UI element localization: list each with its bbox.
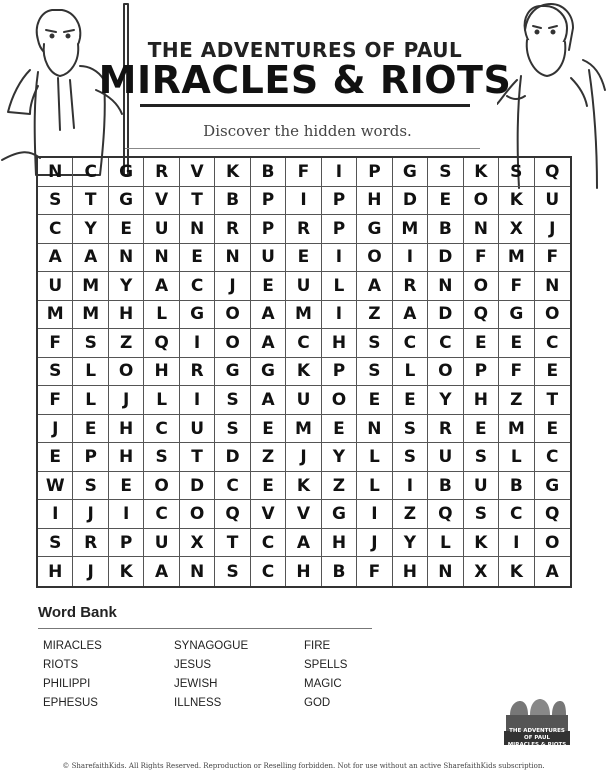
grid-cell: H bbox=[144, 358, 179, 387]
grid-cell: Z bbox=[499, 386, 534, 415]
grid-cell: G bbox=[109, 187, 144, 216]
grid-cell: F bbox=[357, 557, 392, 586]
grid-cell: J bbox=[73, 557, 108, 586]
grid-cell: I bbox=[393, 472, 428, 501]
grid-cell: Y bbox=[428, 386, 463, 415]
grid-cell: F bbox=[464, 244, 499, 273]
grid-cell: P bbox=[464, 358, 499, 387]
grid-cell: D bbox=[180, 472, 215, 501]
grid-cell: H bbox=[286, 557, 321, 586]
grid-cell: I bbox=[180, 329, 215, 358]
grid-cell: B bbox=[428, 215, 463, 244]
grid-cell: Q bbox=[535, 158, 570, 187]
grid-cell: L bbox=[357, 443, 392, 472]
grid-cell: G bbox=[535, 472, 570, 501]
grid-cell: S bbox=[215, 386, 250, 415]
grid-cell: G bbox=[251, 358, 286, 387]
grid-cell: K bbox=[286, 358, 321, 387]
grid-cell: E bbox=[393, 386, 428, 415]
grid-cell: M bbox=[499, 415, 534, 444]
grid-cell: C bbox=[499, 500, 534, 529]
grid-cell: A bbox=[545, 561, 559, 582]
grid-cell: L bbox=[144, 301, 179, 330]
word-bank-column-3 bbox=[304, 640, 347, 716]
grid-cell: U bbox=[535, 187, 570, 216]
grid-cell: B bbox=[499, 472, 534, 501]
grid-cell: S bbox=[357, 329, 392, 358]
grid-cell: K bbox=[215, 158, 250, 187]
word-bank-item: GOD bbox=[304, 697, 331, 709]
grid-cell: E bbox=[38, 443, 73, 472]
grid-cell: A bbox=[286, 529, 321, 558]
grid-cell: A bbox=[357, 272, 392, 301]
grid-cell: N bbox=[180, 557, 215, 586]
grid-cell: J bbox=[38, 415, 73, 444]
grid-cell: U bbox=[251, 244, 286, 273]
grid-cell: T bbox=[73, 187, 108, 216]
grid-cell: C bbox=[144, 500, 179, 529]
grid-cell: V bbox=[251, 500, 286, 529]
grid-cell: R bbox=[428, 415, 463, 444]
word-bank-item: EPHESUS bbox=[43, 697, 98, 709]
grid-cell: N bbox=[109, 244, 144, 273]
grid-cell: E bbox=[357, 386, 392, 415]
grid-cell: T bbox=[180, 443, 215, 472]
grid-cell: I bbox=[357, 500, 392, 529]
grid-cell: Y bbox=[393, 529, 428, 558]
grid-cell: P bbox=[251, 187, 286, 216]
grid-cell: F bbox=[286, 158, 321, 187]
word-bank-item: RIOTS bbox=[43, 659, 79, 671]
grid-cell: E bbox=[499, 329, 534, 358]
grid-cell: S bbox=[393, 415, 428, 444]
grid-cell: S bbox=[38, 187, 73, 216]
grid-cell: F bbox=[535, 244, 570, 273]
grid-cell: A bbox=[38, 244, 73, 273]
grid-cell: C bbox=[428, 329, 463, 358]
grid-cell: H bbox=[393, 557, 428, 586]
grid-cell: Q bbox=[428, 500, 463, 529]
grid-cell: K bbox=[286, 472, 321, 501]
grid-cell: L bbox=[428, 529, 463, 558]
grid-cell: E bbox=[73, 415, 108, 444]
grid-cell: G bbox=[215, 358, 250, 387]
grid-cell: C bbox=[286, 329, 321, 358]
grid-cell: O bbox=[215, 301, 250, 330]
grid-cell: I bbox=[322, 244, 357, 273]
grid-cell: G bbox=[357, 215, 392, 244]
grid-cell: O bbox=[464, 187, 499, 216]
instruction-divider bbox=[125, 148, 480, 149]
grid-cell: E bbox=[251, 415, 286, 444]
grid-cell: X bbox=[180, 529, 215, 558]
grid-cell: C bbox=[73, 158, 108, 187]
grid-cell: E bbox=[251, 272, 286, 301]
grid-cell: H bbox=[38, 557, 73, 586]
lesson-logo-line2: MIRACLES & RIOTS bbox=[507, 742, 567, 748]
grid-cell: Z bbox=[109, 329, 144, 358]
grid-cell: J bbox=[109, 386, 144, 415]
grid-cell: Z bbox=[357, 301, 392, 330]
grid-cell: B bbox=[215, 187, 250, 216]
word-bank-item: SPELLS bbox=[304, 659, 348, 671]
word-bank-column-1 bbox=[43, 640, 102, 716]
grid-cell: S bbox=[357, 358, 392, 387]
grid-cell: G bbox=[322, 500, 357, 529]
grid-cell: D bbox=[428, 244, 463, 273]
grid-cell: E bbox=[322, 415, 357, 444]
grid-cell: Y bbox=[73, 215, 108, 244]
grid-cell: O bbox=[464, 272, 499, 301]
grid-cell: Z bbox=[393, 500, 428, 529]
grid-cell: O bbox=[428, 358, 463, 387]
grid-cell: F bbox=[499, 272, 534, 301]
grid-cell: C bbox=[535, 329, 570, 358]
grid-cell: M bbox=[393, 215, 428, 244]
grid-cell: S bbox=[393, 443, 428, 472]
grid-cell: P bbox=[322, 187, 357, 216]
grid-cell: H bbox=[357, 187, 392, 216]
grid-cell: U bbox=[464, 472, 499, 501]
grid-cell: E bbox=[109, 215, 144, 244]
grid-cell: U bbox=[38, 272, 73, 301]
word-bank-item: FIRE bbox=[304, 640, 331, 652]
grid-cell: E bbox=[286, 244, 321, 273]
grid-cell: H bbox=[109, 301, 144, 330]
grid-cell: N bbox=[535, 272, 570, 301]
grid-cell: J bbox=[215, 272, 250, 301]
grid-cell: E bbox=[464, 329, 499, 358]
grid-cell: T bbox=[180, 187, 215, 216]
grid-cell: L bbox=[144, 386, 179, 415]
grid-cell: H bbox=[109, 443, 144, 472]
grid-cell: E bbox=[464, 415, 499, 444]
grid-cell: W bbox=[38, 472, 73, 501]
grid-cell: A bbox=[251, 329, 286, 358]
grid-cell: P bbox=[109, 529, 144, 558]
grid-cell: A bbox=[251, 301, 286, 330]
copyright-footer: © SharefaithKids. All Rights Reserved. Reproduction or Reselling forbidden. Not for use without an active SharefaithKids subscription. bbox=[62, 762, 545, 770]
grid-cell: S bbox=[38, 358, 73, 387]
word-bank-divider bbox=[38, 628, 372, 629]
grid-cell: F bbox=[38, 386, 73, 415]
grid-cell: J bbox=[286, 443, 321, 472]
grid-cell: P bbox=[322, 358, 357, 387]
grid-cell: I bbox=[322, 301, 357, 330]
grid-cell: C bbox=[393, 329, 428, 358]
grid-cell: O bbox=[535, 529, 570, 558]
word-bank-item: PHILIPPI bbox=[43, 678, 91, 690]
grid-cell: S bbox=[464, 443, 499, 472]
grid-cell: V bbox=[144, 187, 179, 216]
grid-cell: I bbox=[499, 529, 534, 558]
grid-cell: A bbox=[73, 244, 108, 273]
grid-cell: F bbox=[38, 329, 73, 358]
grid-cell: L bbox=[393, 358, 428, 387]
grid-cell: E bbox=[251, 472, 286, 501]
word-bank-item: MAGIC bbox=[304, 678, 342, 690]
title-underline bbox=[140, 104, 470, 107]
grid-cell: P bbox=[357, 158, 392, 187]
grid-cell: R bbox=[393, 272, 428, 301]
grid-cell: Q bbox=[144, 329, 179, 358]
word-bank-column-2 bbox=[174, 640, 248, 716]
grid-cell: K bbox=[499, 187, 534, 216]
grid-cell: H bbox=[322, 529, 357, 558]
grid-cell: D bbox=[215, 443, 250, 472]
word-search-grid bbox=[36, 156, 572, 588]
grid-cell: E bbox=[180, 244, 215, 273]
grid-cell: G bbox=[393, 158, 428, 187]
grid-cell: S bbox=[215, 415, 250, 444]
grid-cell: U bbox=[180, 415, 215, 444]
grid-cell: U bbox=[286, 386, 321, 415]
grid-cell: C bbox=[251, 557, 286, 586]
grid-cell: E bbox=[428, 187, 463, 216]
grid-cell: O bbox=[144, 472, 179, 501]
grid-cell: P bbox=[73, 443, 108, 472]
grid-cell: J bbox=[535, 215, 570, 244]
grid-cell: C bbox=[535, 443, 570, 472]
grid-cell: O bbox=[109, 358, 144, 387]
grid-cell: U bbox=[428, 443, 463, 472]
grid-cell: L bbox=[322, 272, 357, 301]
grid-cell: G bbox=[180, 301, 215, 330]
grid-cell: S bbox=[215, 557, 250, 586]
grid-cell: H bbox=[322, 329, 357, 358]
grid-cell: I bbox=[286, 187, 321, 216]
grid-cell: O bbox=[357, 244, 392, 273]
grid-cell: S bbox=[428, 158, 463, 187]
word-bank-item: JEWISH bbox=[174, 678, 218, 690]
grid-cell: U bbox=[144, 215, 179, 244]
grid-cell: K bbox=[464, 529, 499, 558]
grid-cell: U bbox=[286, 272, 321, 301]
grid-cell: H bbox=[464, 386, 499, 415]
word-bank-title: Word Bank bbox=[38, 604, 117, 621]
grid-cell: V bbox=[286, 500, 321, 529]
grid-cell: O bbox=[322, 386, 357, 415]
grid-cell: M bbox=[286, 415, 321, 444]
grid-cell: R bbox=[73, 529, 108, 558]
grid-cell: I bbox=[180, 386, 215, 415]
grid-cell: L bbox=[73, 358, 108, 387]
grid-cell: C bbox=[215, 472, 250, 501]
grid-cell: Y bbox=[322, 443, 357, 472]
lesson-logo-caption bbox=[505, 728, 569, 749]
grid-cell: Q bbox=[215, 500, 250, 529]
grid-cell: R bbox=[286, 215, 321, 244]
grid-cell: C bbox=[251, 529, 286, 558]
grid-cell: O bbox=[215, 329, 250, 358]
grid-cell: D bbox=[393, 187, 428, 216]
grid-cell: C bbox=[38, 215, 73, 244]
grid-cell: S bbox=[73, 329, 108, 358]
grid-cell: Q bbox=[535, 500, 570, 529]
grid-cell: M bbox=[73, 272, 108, 301]
word-bank-item: ILLNESS bbox=[174, 697, 222, 709]
grid-cell: E bbox=[535, 415, 570, 444]
lesson-logo-line1: THE ADVENTURES OF PAUL bbox=[509, 728, 565, 741]
grid-cell: L bbox=[499, 443, 534, 472]
grid-cell: N bbox=[144, 244, 179, 273]
grid-cell: M bbox=[499, 244, 534, 273]
grid-cell: G bbox=[499, 301, 534, 330]
grid-cell: S bbox=[73, 472, 108, 501]
grid-cell: N bbox=[38, 158, 73, 187]
grid-cell: E bbox=[109, 472, 144, 501]
grid-cell: A bbox=[144, 272, 179, 301]
grid-cell: P bbox=[322, 215, 357, 244]
grid-cell: N bbox=[357, 415, 392, 444]
grid-cell: P bbox=[251, 215, 286, 244]
grid-cell: Z bbox=[322, 472, 357, 501]
grid-cell: B bbox=[251, 158, 286, 187]
grid-cell: R bbox=[215, 215, 250, 244]
grid-cell: N bbox=[428, 272, 463, 301]
grid-cell: H bbox=[109, 415, 144, 444]
grid-cell: M bbox=[73, 301, 108, 330]
grid-cell: X bbox=[499, 215, 534, 244]
page-title: MIRACLES & RIOTS bbox=[98, 58, 512, 102]
grid-cell: A bbox=[144, 557, 179, 586]
word-bank-item: JESUS bbox=[174, 659, 212, 671]
word-bank-item: MIRACLES bbox=[43, 640, 102, 652]
grid-cell: S bbox=[38, 529, 73, 558]
grid-cell: N bbox=[215, 244, 250, 273]
grid-cell: B bbox=[322, 557, 357, 586]
word-bank-item: SYNAGOGUE bbox=[174, 640, 249, 652]
grid-cell: X bbox=[464, 557, 499, 586]
grid-cell: R bbox=[180, 358, 215, 387]
grid-cell: J bbox=[357, 529, 392, 558]
grid-cell: S bbox=[499, 158, 534, 187]
grid-cell: S bbox=[144, 443, 179, 472]
grid-cell: K bbox=[109, 557, 144, 586]
grid-cell: U bbox=[144, 529, 179, 558]
grid-cell: I bbox=[393, 244, 428, 273]
grid-cell: T bbox=[215, 529, 250, 558]
grid-cell: M bbox=[286, 301, 321, 330]
grid-cell: O bbox=[535, 301, 570, 330]
grid-cell: A bbox=[393, 301, 428, 330]
grid-cell: C bbox=[180, 272, 215, 301]
grid-cell: C bbox=[144, 415, 179, 444]
grid-cell: K bbox=[499, 557, 534, 586]
grid-cell: L bbox=[357, 472, 392, 501]
instruction-text: Discover the hidden words. bbox=[203, 122, 412, 140]
grid-cell: M bbox=[38, 301, 73, 330]
grid-cell: A bbox=[251, 386, 286, 415]
grid-cell: K bbox=[464, 158, 499, 187]
grid-cell: R bbox=[144, 158, 179, 187]
grid-cell: J bbox=[73, 500, 108, 529]
grid-cell: Q bbox=[464, 301, 499, 330]
grid-cell: N bbox=[428, 557, 463, 586]
grid-cell: I bbox=[109, 500, 144, 529]
grid-cell: I bbox=[38, 500, 73, 529]
grid-cell: N bbox=[180, 215, 215, 244]
grid-cell: N bbox=[464, 215, 499, 244]
grid-cell: Y bbox=[109, 272, 144, 301]
grid-cell: D bbox=[428, 301, 463, 330]
grid-cell: L bbox=[73, 386, 108, 415]
grid-cell: V bbox=[180, 158, 215, 187]
grid-cell: E bbox=[535, 358, 570, 387]
grid-cell: S bbox=[464, 500, 499, 529]
grid-cell: T bbox=[535, 386, 570, 415]
page-subtitle: THE ADVENTURES OF PAUL bbox=[147, 38, 463, 62]
grid-cell: O bbox=[180, 500, 215, 529]
grid-cell: Z bbox=[251, 443, 286, 472]
grid-cell: G bbox=[109, 158, 144, 187]
grid-cell: I bbox=[322, 158, 357, 187]
grid-cell: F bbox=[499, 358, 534, 387]
grid-cell: B bbox=[428, 472, 463, 501]
